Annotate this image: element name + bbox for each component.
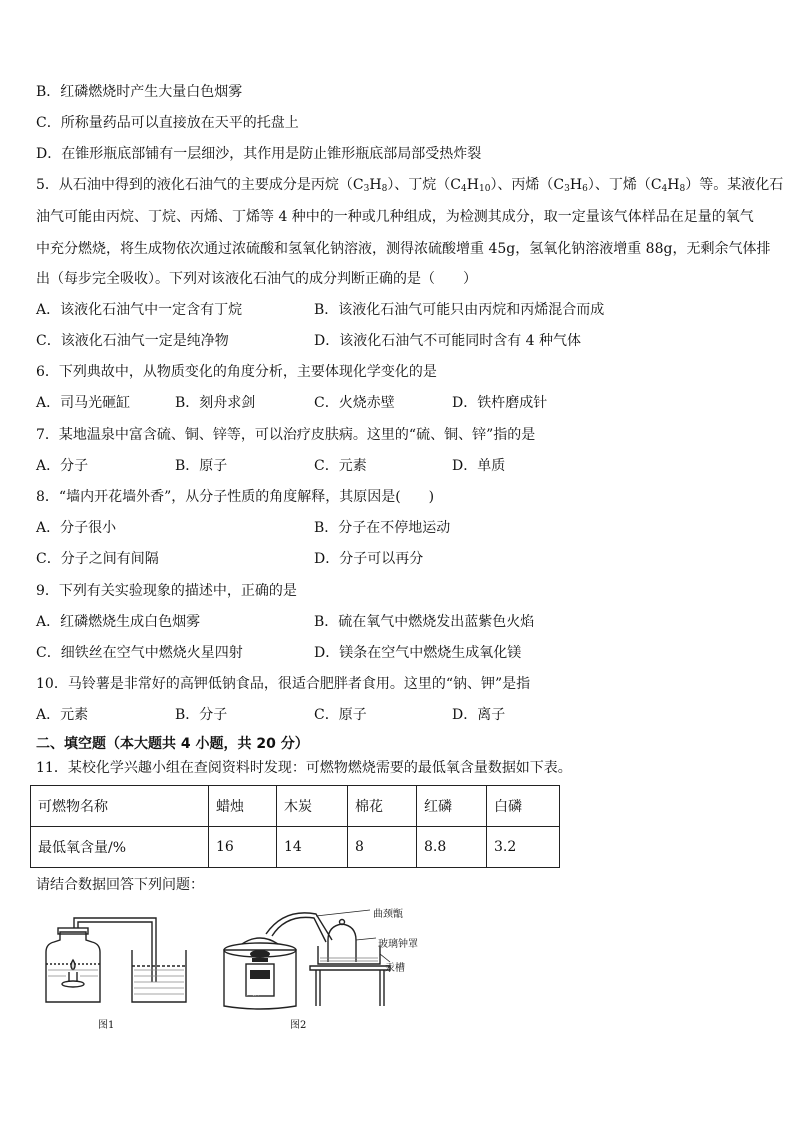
table-cell: 棉花 — [348, 786, 417, 827]
q7-stem: 7．某地温泉中富含硫、铜、锌等，可以治疗皮肤病。这里的“硫、铜、锌”指的是 — [36, 427, 536, 443]
table-cell: 可燃物名称 — [31, 786, 209, 827]
oxygen-table — [30, 785, 560, 868]
q8-option-c: C．分子之间有间隔 — [36, 551, 159, 567]
q7-option-a: A．分子 — [36, 458, 89, 474]
table-cell: 8 — [348, 827, 417, 868]
q5-option-b: B．该液化石油气可能只由丙烷和丙烯混合而成 — [314, 302, 605, 318]
q7-option-b: B．原子 — [175, 458, 228, 474]
table-row-header — [31, 786, 560, 827]
q9-stem: 9．下列有关实验现象的描述中，正确的是 — [36, 583, 297, 599]
q9-option-b: B．硫在氧气中燃烧发出蓝紫色火焰 — [314, 614, 535, 630]
q5-stem-line4: 出（每步完全吸收）。下列对该液化石油气的成分判断正确的是（ ） — [36, 271, 477, 287]
q10-option-d: D．离子 — [452, 707, 506, 723]
q10-option-a: A．元素 — [36, 707, 89, 723]
q10-stem: 10．马铃薯是非常好的高钾低钠食品，很适合肥胖者食用。这里的“钠、钾”是指 — [36, 676, 531, 692]
q5-option-a: A．该液化石油气中一定含有丁烷 — [36, 302, 243, 318]
q7-option-d: D．单质 — [452, 458, 506, 474]
figure1-caption: 图1 — [98, 1020, 115, 1031]
label-furnace: 火炉 — [246, 988, 265, 998]
table-cell: 最低氧含量/% — [31, 827, 209, 868]
label-mercury-trough: 汞槽 — [385, 963, 405, 974]
table-cell: 木炭 — [277, 786, 348, 827]
q8-option-d: D．分子可以再分 — [314, 551, 424, 567]
q6-option-a: A．司马光砸缸 — [36, 395, 131, 411]
table-cell: 16 — [209, 827, 277, 868]
q5-stem-line2: 油气可能由丙烷、丁烷、丙烯、丁烯等 4 种中的一种或几种组成，为检测其成分，取一定量该气体样品在足量的氧气 — [36, 209, 754, 225]
figure1-apparatus — [36, 910, 216, 1010]
q10-option-c: C．原子 — [314, 707, 367, 723]
label-bell-jar: 玻璃钟罩 — [378, 939, 418, 950]
q7-option-c: C．元素 — [314, 458, 367, 474]
section-heading: 二、填空题（本大题共 4 小题，共 20 分） — [36, 736, 309, 752]
table-cell: 白磷 — [487, 786, 560, 827]
q9-option-a: A．红磷燃烧生成白色烟雾 — [36, 614, 201, 630]
q5-stem-line1: 5．从石油中得到的液化石油气的主要成分是丙烷$(C_3H_8)$、丁烷$(C_4H_{10})$、丙烯$(C_3H_6)$、丁烯$(C_4H_8)$等。某液化石 — [36, 177, 784, 194]
q8-stem: 8．“墙内开花墙外香”，从分子性质的角度解释，其原因是( ) — [36, 489, 435, 505]
q9-option-c: C．细铁丝在空气中燃烧火星四射 — [36, 645, 243, 661]
q6-option-b: B．刻舟求剑 — [175, 395, 256, 411]
table-cell: 3.2 — [487, 827, 560, 868]
q6-option-d: D．铁杵磨成针 — [452, 395, 548, 411]
q5-option-d: D．该液化石油气不可能同时含有 4 种气体 — [314, 333, 582, 349]
q8-option-a: A．分子很小 — [36, 520, 117, 536]
q4-option-c: C．所称量药品可以直接放在天平的托盘上 — [36, 115, 299, 131]
table-row — [31, 827, 560, 868]
q8-option-b: B．分子在不停地运动 — [314, 520, 451, 536]
label-retort: 曲颈甑 — [373, 909, 403, 920]
q5-stem-line3: 中充分燃烧，将生成物依次通过浓硫酸和氢氧化钠溶液，测得浓硫酸增重 45g，氢氧化钠溶液增重 88g，无剩余气体排 — [36, 241, 771, 257]
table-cell: 14 — [277, 827, 348, 868]
q4-option-d: D．在锥形瓶底部铺有一层细沙，其作用是防止锥形瓶底部局部受热炸裂 — [36, 146, 482, 162]
table-cell: 红磷 — [417, 786, 487, 827]
figure2-caption: 图2 — [290, 1020, 307, 1031]
q4-option-b: B．红磷燃烧时产生大量白色烟雾 — [36, 84, 243, 100]
q11-prompt: 请结合数据回答下列问题： — [36, 877, 204, 893]
q6-option-c: C．火烧赤壁 — [314, 395, 395, 411]
q10-option-b: B．分子 — [175, 707, 228, 723]
table-cell: 蜡烛 — [209, 786, 277, 827]
q6-stem: 6．下列典故中，从物质变化的角度分析，主要体现化学变化的是 — [36, 364, 437, 380]
q9-option-d: D．镁条在空气中燃烧生成氧化镁 — [314, 645, 522, 661]
q11-stem: 11．某校化学兴趣小组在查阅资料时发现：可燃物燃烧需要的最低氧含量数据如下表。 — [36, 760, 572, 776]
table-cell: 8.8 — [417, 827, 487, 868]
q5-option-c: C．该液化石油气一定是纯净物 — [36, 333, 229, 349]
